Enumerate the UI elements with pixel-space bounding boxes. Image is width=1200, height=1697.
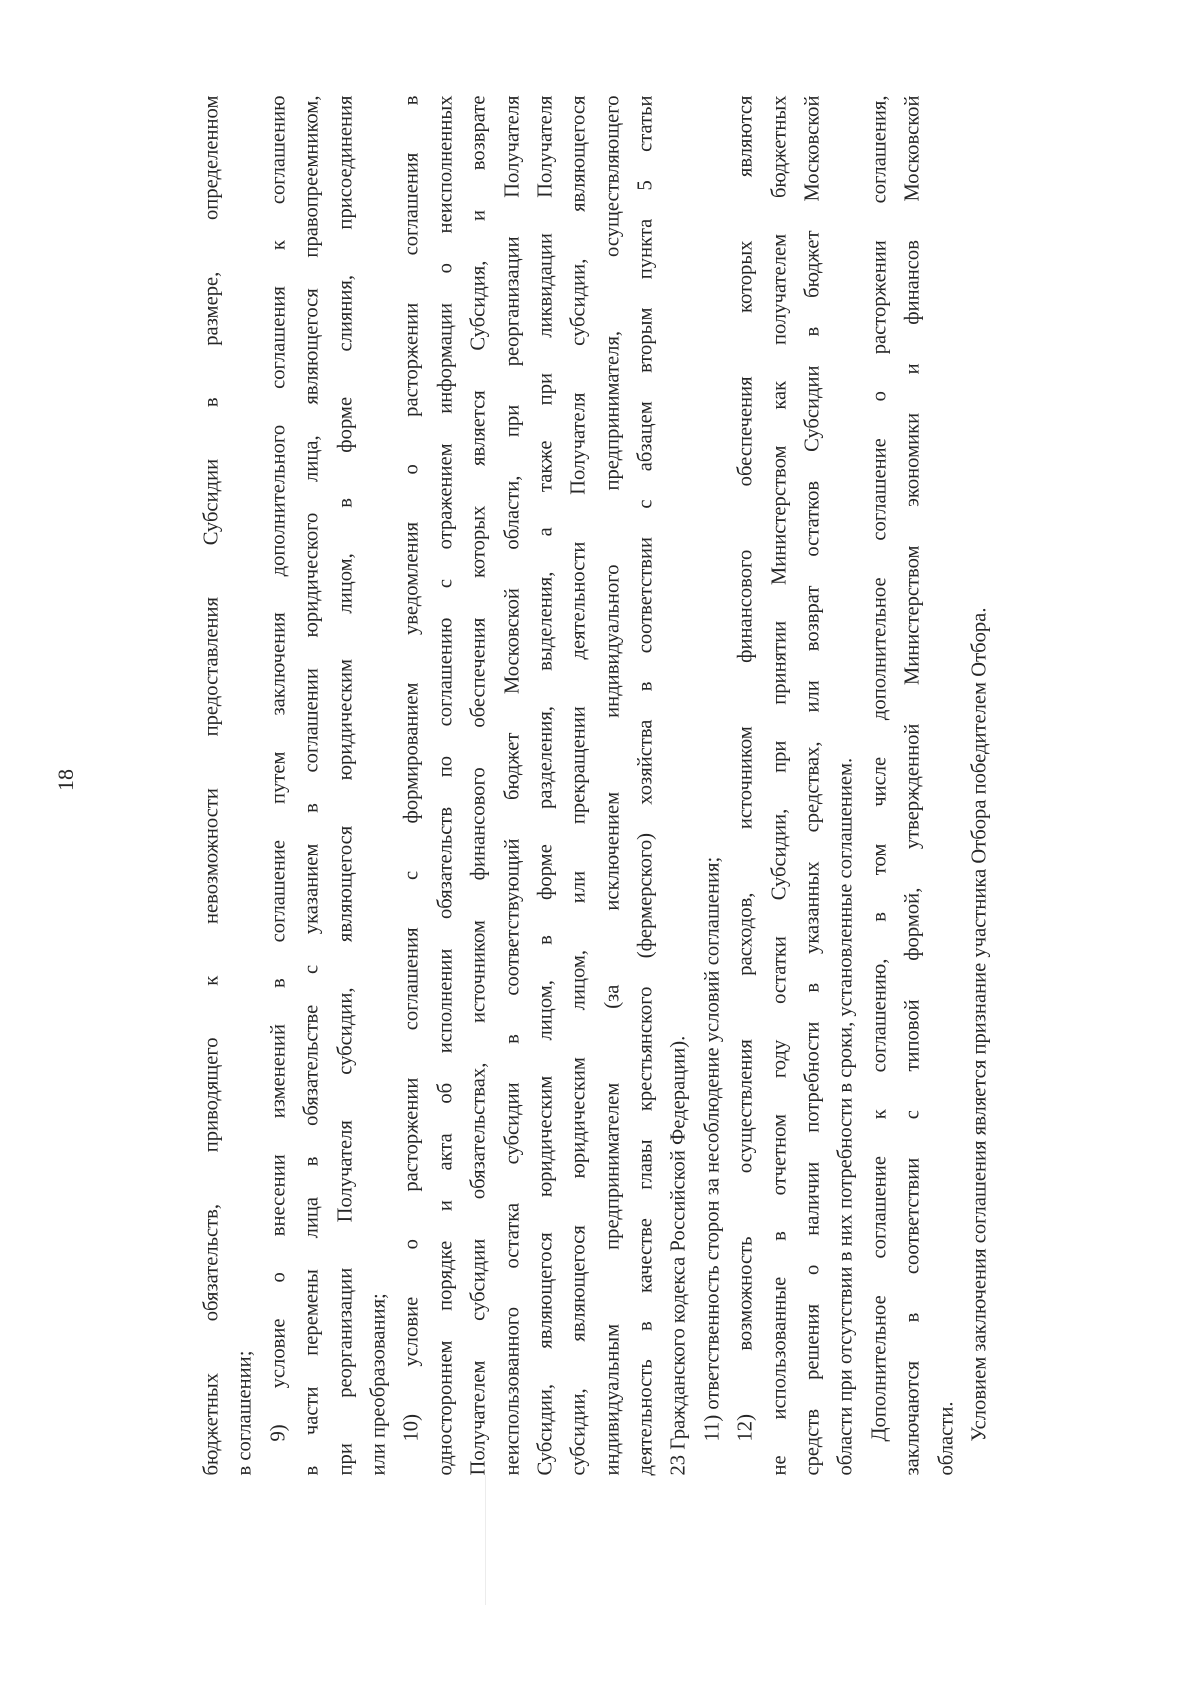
scan-artifact: [485, 1475, 486, 1605]
text-line: бюджетных обязательств, приводящего к невозможности предоставления Субсидии в размере, определенном: [200, 95, 222, 1475]
text-line: в соглашении;: [233, 1350, 256, 1475]
text-line: 10) условие о расторжении соглашения с формированием уведомления о расторжении соглашения в: [400, 95, 423, 1441]
text-line: области при отсутствии в них потребности в сроки, установленные соглашением.: [834, 757, 857, 1475]
text-line: одностороннем порядке и акта об исполнении обязательств по соглашению с отражением информации о неисполненных: [433, 95, 456, 1475]
text-line: средств решения о наличии потребности в указанных средствах, или возврат остатков Субсидии в бюджет Московской: [801, 95, 824, 1475]
text-line: индивидуальным предпринимателем (за исключением индивидуального предпринимателя, осуществляющего: [600, 95, 623, 1475]
text-line: Условием заключения соглашения является признание участника Отбора победителем Отбора.: [967, 607, 990, 1441]
text-line: не использованные в отчетном году остатки Субсидии, при принятии Министерством как получателем бюджетных: [767, 95, 790, 1475]
text-line: в части перемены лица в обязательстве с указанием в соглашении юридического лица, являющегося правопреемником,: [300, 95, 323, 1475]
text-line: или преобразования;: [366, 1292, 389, 1475]
text-line: Дополнительное соглашение к соглашению, в том числе дополнительное соглашение о расторжении соглашения,: [867, 95, 890, 1441]
text-line: 23 Гражданского кодекса Российской Федерации).: [667, 1035, 690, 1475]
text-line: 11) ответственность сторон за несоблюдение условий соглашения;: [700, 856, 723, 1441]
text-line: субсидии, являющегося юридическим лицом, или прекращении деятельности Получателя субсидии, являющегося: [567, 95, 590, 1475]
text-line: Субсидии, являющегося юридическим лицом, в форме разделения, выделения, а также при ликвидации Получателя: [533, 95, 556, 1475]
text-line: Получателем субсидии обязательствах, источником финансового обеспечения которых является Субсидия, и возврате: [467, 95, 490, 1475]
text-line: заключаются в соответствии с типовой формой, утвержденной Министерством экономики и финансов Московской: [901, 95, 924, 1475]
text-line: области.: [934, 1401, 957, 1475]
text-line: 12) возможность осуществления расходов, источником финансового обеспечения которых являются: [734, 95, 757, 1441]
text-line: деятельность в качестве главы крестьянского (фермерского) хозяйства в соответствии с абзацем вторым пункта 5 статьи: [634, 95, 657, 1475]
text-line: при реорганизации Получателя субсидии, являющегося юридическим лицом, в форме слияния, присоединения: [333, 95, 356, 1475]
page-number: 18: [53, 769, 78, 791]
document-body: [195, 95, 1040, 1475]
text-line: неиспользованного остатка субсидии в соответствующий бюджет Московской области, при реорганизации Получателя: [500, 95, 523, 1475]
text-line: 9) условие о внесении изменений в соглашение путем заключения дополнительного соглашения к соглашению: [266, 95, 289, 1441]
